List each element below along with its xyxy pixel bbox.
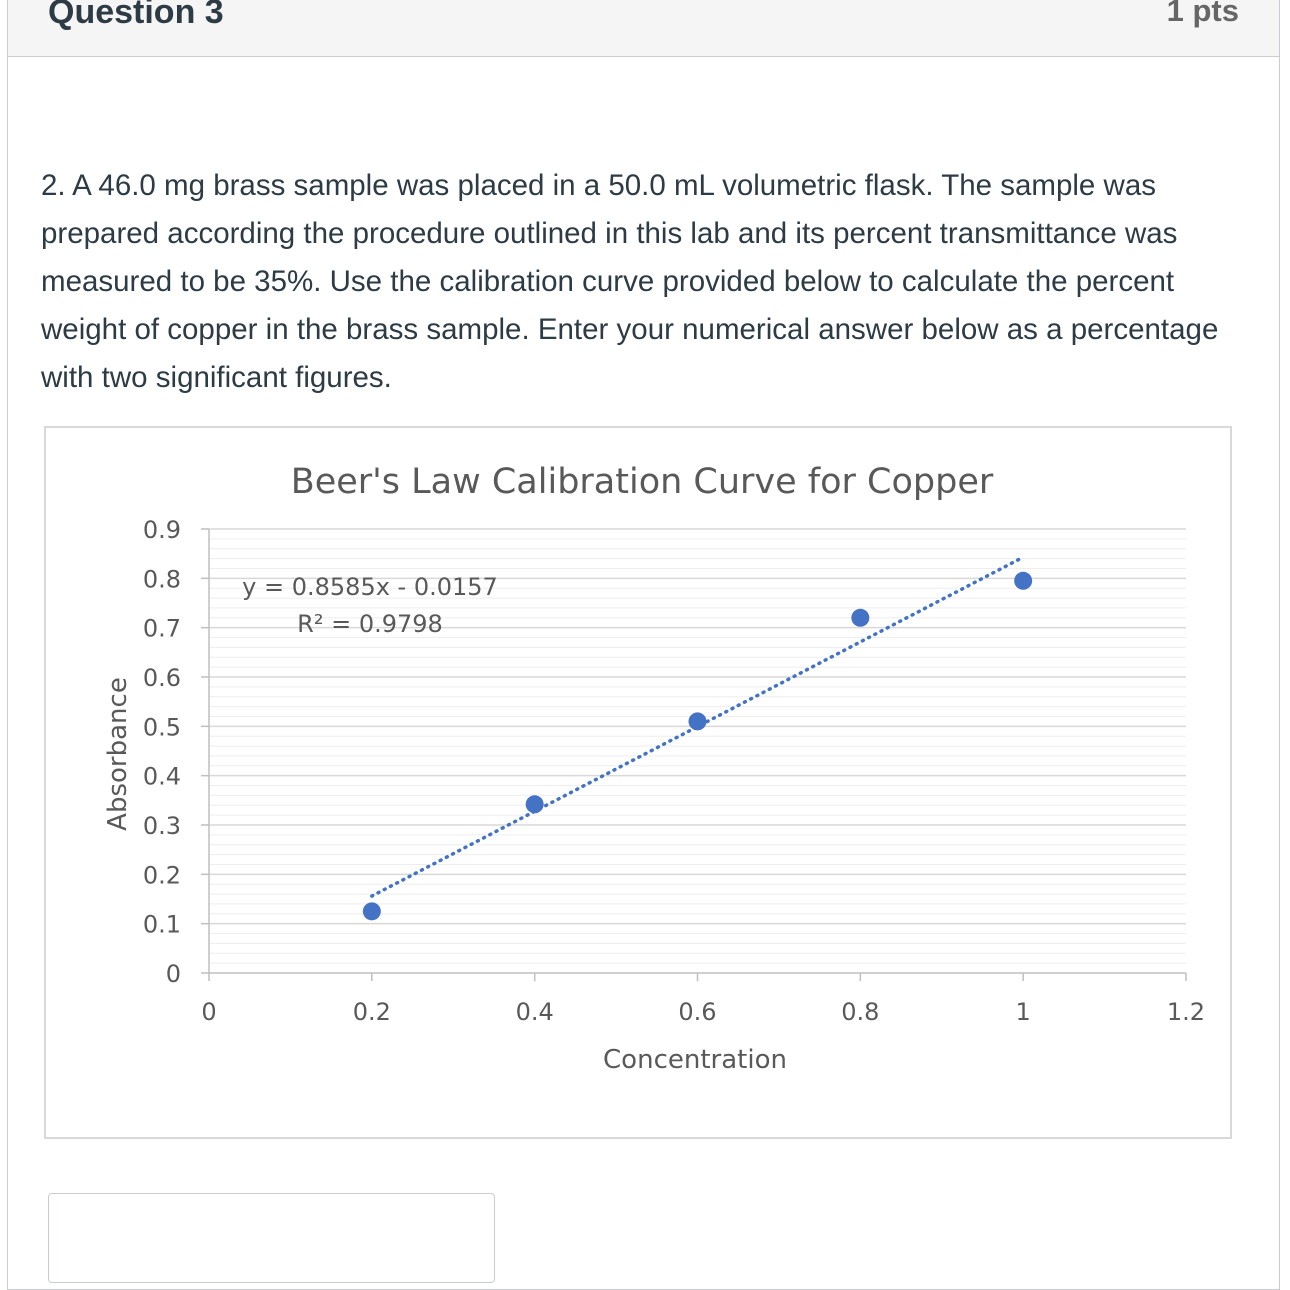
data-point xyxy=(851,609,869,627)
trendline-r-squared: R² = 0.9798 xyxy=(297,610,443,638)
y-tick-label: 0.7 xyxy=(142,614,181,643)
trendline-equation: y = 0.8585x - 0.0157 xyxy=(242,573,498,601)
chart-svg xyxy=(46,428,1232,1139)
y-tick-label: 0.4 xyxy=(142,762,181,791)
y-axis-label: Absorbance xyxy=(103,677,133,831)
data-point xyxy=(689,712,707,730)
x-tick-label: 0.2 xyxy=(352,998,391,1026)
x-tick-label: 0.6 xyxy=(678,998,717,1026)
y-tick-label: 0 xyxy=(165,960,181,988)
x-tick-label: 1.2 xyxy=(1166,998,1206,1026)
x-tick-label: 0.8 xyxy=(841,998,880,1026)
question-title: Question 3 xyxy=(48,0,224,31)
y-tick-label: 0.8 xyxy=(142,565,181,594)
y-tick-label: 0.2 xyxy=(142,861,181,890)
y-tick-label: 0.9 xyxy=(142,516,181,544)
question-header xyxy=(8,0,1279,57)
y-tick-label: 0.6 xyxy=(142,664,181,692)
x-tick-label: 1 xyxy=(1015,998,1031,1026)
calibration-chart xyxy=(44,426,1232,1139)
x-tick-label: 0.4 xyxy=(515,998,554,1026)
data-point xyxy=(526,795,544,813)
data-point xyxy=(363,902,381,920)
x-tick-label: 0 xyxy=(201,998,217,1026)
question-text: 2. A 46.0 mg brass sample was placed in a 50.0 mL volumetric flask. The sample was prepared according the procedure outlined in this lab and its percent transmittance was measured to be 35%. Use the calibration curve provided below to calculate the percent weight of copper in the brass sample. Enter your numerical answer below as a percentage with two significant figures. xyxy=(41,169,1219,394)
y-tick-label: 0.5 xyxy=(142,713,181,742)
x-axis-label: Concentration xyxy=(603,1045,787,1075)
answer-input[interactable] xyxy=(48,1193,495,1283)
question-points: 1 pts xyxy=(1166,0,1239,28)
chart-title: Beer's Law Calibration Curve for Copper xyxy=(290,462,994,502)
data-point xyxy=(1014,572,1032,590)
y-tick-label: 0.3 xyxy=(142,812,181,840)
y-tick-label: 0.1 xyxy=(142,910,181,939)
